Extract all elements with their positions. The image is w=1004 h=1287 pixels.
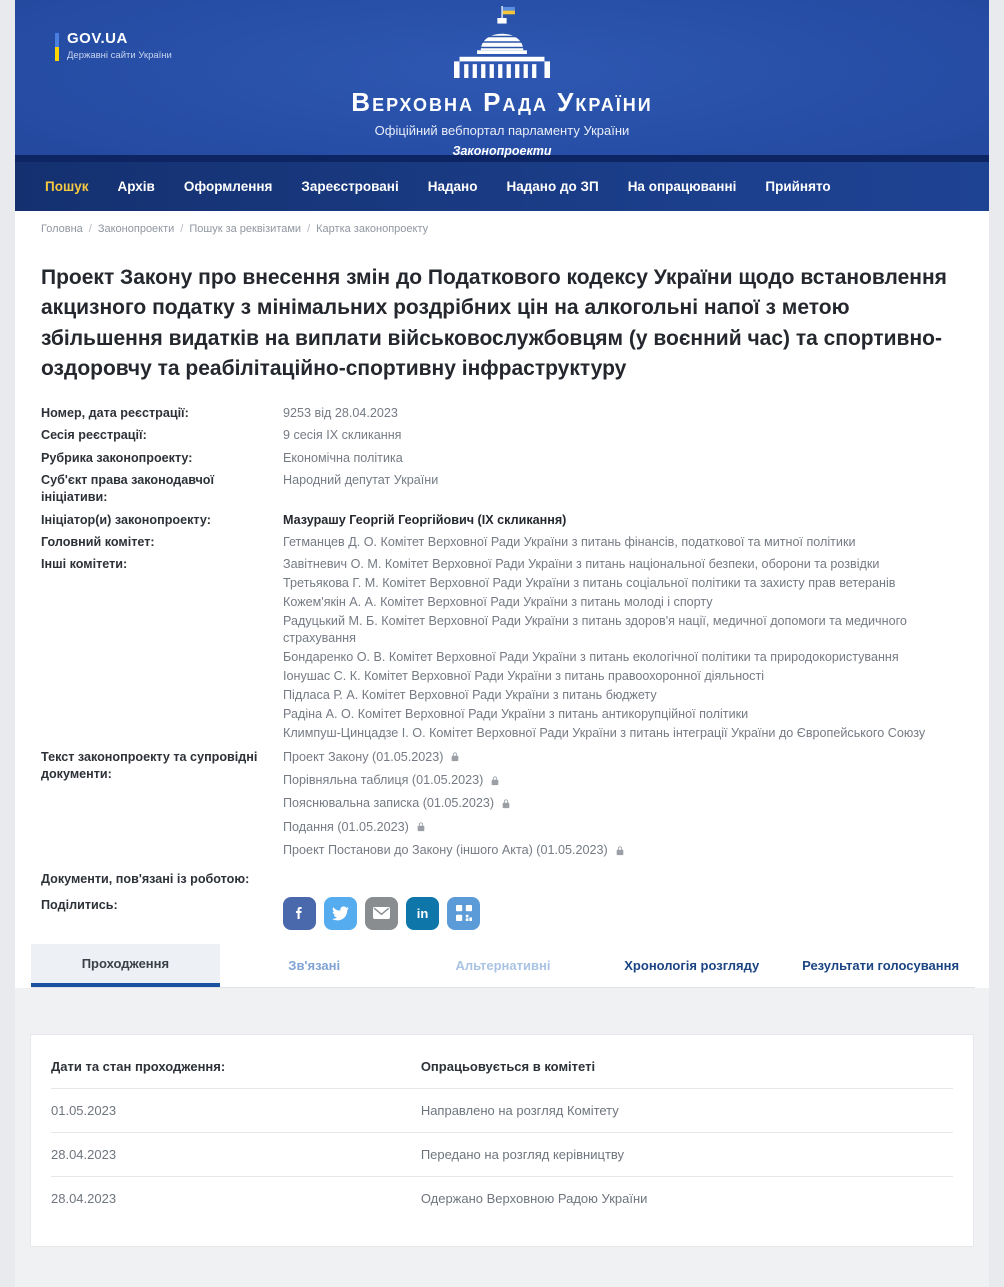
detail-row-reg-number [41,405,975,422]
committee-item[interactable]: Іонушас С. К. Комітет Верховної Ради України з питань правоохоронної діяльності [283,669,765,684]
table-row [51,1132,953,1176]
document-title: Порівняльна таблиця (01.05.2023) [283,773,484,787]
progress-rows [51,1088,953,1220]
detail-value: 9253 від 28.04.2023 [283,405,398,420]
site-section-label: Законопроекти [452,144,552,158]
lock-icon [615,845,625,857]
detail-label: Номер, дата реєстрації: [41,405,189,420]
linkedin-icon: in [416,905,429,921]
progress-card [30,1034,974,1247]
detail-row-subject [41,472,975,507]
detail-row-rubric [41,450,975,467]
page-title: Проект Закону про внесення змін до Податкового кодексу України щодо встановлення акцизного податку з мінімальних роздрібних цін на алкогольні напої з метою збільшення видатків на виплати військовослужбовцям (у воєнний час) та спортивно-оздоровчу та реабілітаційно-спортивну інфраструктуру [41,266,947,381]
progress-col-status-header: Опрацьовується в комітеті [420,1058,596,1074]
share-facebook-button[interactable] [283,897,316,930]
lock-icon [490,775,500,787]
nav-item[interactable]: Надано до ЗП [506,179,599,194]
document-link[interactable] [283,795,975,812]
initiator-link[interactable]: Мазурашу Георгій Георгійович (IX скликання) [283,512,567,527]
nav-item[interactable]: Оформлення [183,179,273,194]
progress-col-date-header: Дати та стан проходження: [51,1058,226,1074]
share-twitter-button[interactable] [324,897,357,930]
breadcrumb-separator: / [307,223,311,235]
document-title: Подання (01.05.2023) [283,819,409,834]
nav-item[interactable]: Зареєстровані [301,179,399,194]
breadcrumb-separator: / [88,223,92,235]
bill-details [15,385,989,930]
detail-label: Головний комітет: [41,535,155,549]
nav-item[interactable]: Надано [427,179,478,194]
progress-date: 28.04.2023 [51,1176,421,1220]
progress-section [15,988,989,1287]
tab[interactable]: Хронологія розгляду [624,957,760,973]
share-label: Поділитись: [41,897,118,912]
detail-row-other-committees [41,556,975,743]
detail-label: Документи, пов'язані із роботою: [41,871,250,886]
share-email-button[interactable] [365,897,398,930]
committee-item[interactable]: Кожем'якін А. А. Комітет Верховної Ради України з питань молоді і спорту [283,595,713,610]
breadcrumb-item[interactable]: Пошук за реквізитами [189,223,302,235]
nav-item[interactable]: Пошук [45,179,89,194]
main-nav [15,155,989,211]
document-title: Проект Постанови до Закону (іншого Акта) (01.05.2023) [283,843,608,858]
other-committees-list [283,556,975,743]
detail-value: 9 сесія IX скликання [283,428,402,443]
detail-value: Народний депутат України [283,472,439,487]
breadcrumb-item[interactable]: Законопроекти [97,223,175,235]
lock-icon [450,751,460,763]
nav-item[interactable]: На опрацюванні [627,179,737,194]
detail-row-related-docs [41,871,975,888]
detail-row-main-committee [41,534,975,551]
breadcrumb-item[interactable]: Картка законопроекту [316,223,429,235]
documents-list [283,749,975,866]
site-subtitle: Офіційний вебпортал парламенту України [374,123,630,138]
share-qr-button[interactable] [447,897,480,930]
committee-item[interactable]: Бондаренко О. В. Комітет Верховної Ради України з питань екологічної політики та природокористування [283,650,899,665]
main-committee-value[interactable]: Гетманцев Д. О. Комітет Верховної Ради України з питань фінансів, податкової та митної політики [283,535,856,549]
detail-label: Ініціатор(и) законопроекту: [41,512,211,527]
nav-item[interactable]: Архів [117,179,155,194]
committee-item[interactable]: Климпуш-Цинцадзе І. О. Комітет Верховної Ради України з питань інтеграції України до Європейського Союзу [283,725,926,740]
progress-date: 01.05.2023 [51,1088,421,1132]
related-docs-value [283,871,975,888]
progress-status: Направлено на розгляд Комітету [421,1088,953,1132]
tab-bar [31,944,975,988]
detail-row-session [41,427,975,444]
table-row [51,1176,953,1220]
progress-date: 28.04.2023 [51,1132,421,1176]
govua-title: GOV.UA [67,30,128,47]
progress-table [51,1043,953,1220]
lock-icon [501,798,511,810]
committee-item[interactable]: Підласа Р. А. Комітет Верховної Ради України з питань бюджету [283,688,657,702]
document-link[interactable] [283,772,975,789]
email-icon [373,906,390,920]
breadcrumb-separator: / [180,223,184,235]
facebook-icon [292,905,308,921]
tab[interactable]: Альтернативні [455,957,551,973]
document-link[interactable] [283,819,975,836]
detail-label: Сесія реєстрації: [41,428,147,443]
content-container [15,0,989,1287]
tab[interactable]: Результати голосування [802,957,960,973]
nav-item[interactable]: Прийнято [765,179,831,194]
twitter-icon [332,905,349,922]
govua-subtitle: Державні сайти України [67,50,172,61]
document-link[interactable] [283,749,975,766]
parliament-building-icon [446,6,558,78]
committee-item[interactable]: Радіна А. О. Комітет Верховної Ради України з питань антикорупційної політики [283,706,749,721]
breadcrumb [15,211,989,245]
committee-item[interactable]: Третьякова Г. М. Комітет Верховної Ради України з питань соціальної політики та захисту прав ветеранів [283,576,896,591]
detail-label: Рубрика законопроекту: [41,450,193,465]
progress-status: Одержано Верховною Радою України [421,1176,953,1220]
site-title: Верховна Рада України [351,87,653,117]
detail-label: Текст законопроекту та супровідні документи: [41,749,258,781]
share-row [41,897,975,930]
share-icons [283,897,480,930]
detail-row-initiator [41,512,975,529]
detail-value: Економічна політика [283,450,403,465]
tab[interactable]: Проходження [31,944,220,987]
document-link[interactable] [283,842,975,859]
committee-item[interactable]: Завітневич О. М. Комітет Верховної Ради України з питань національної безпеки, оборони та розвідки [283,557,880,572]
tab[interactable]: Зв'язані [288,957,341,973]
detail-label: Суб'єкт права законодавчої ініціативи: [41,472,215,505]
share-linkedin-button[interactable] [406,897,439,930]
committee-item[interactable]: Радуцький М. Б. Комітет Верховної Ради України з питань здоров'я нації, медичної допомоги та медичного страхування [283,614,907,646]
detail-label: Інші комітети: [41,557,128,572]
qr-code-icon [456,905,472,921]
document-title: Проект Закону (01.05.2023) [283,749,444,764]
site-header [15,0,989,158]
detail-row-documents [41,749,975,866]
breadcrumb-item[interactable]: Головна [41,223,83,235]
lock-icon [416,821,426,833]
document-title: Пояснювальна записка (01.05.2023) [283,796,495,811]
progress-status: Передано на розгляд керівництву [421,1132,953,1176]
table-row [51,1088,953,1132]
